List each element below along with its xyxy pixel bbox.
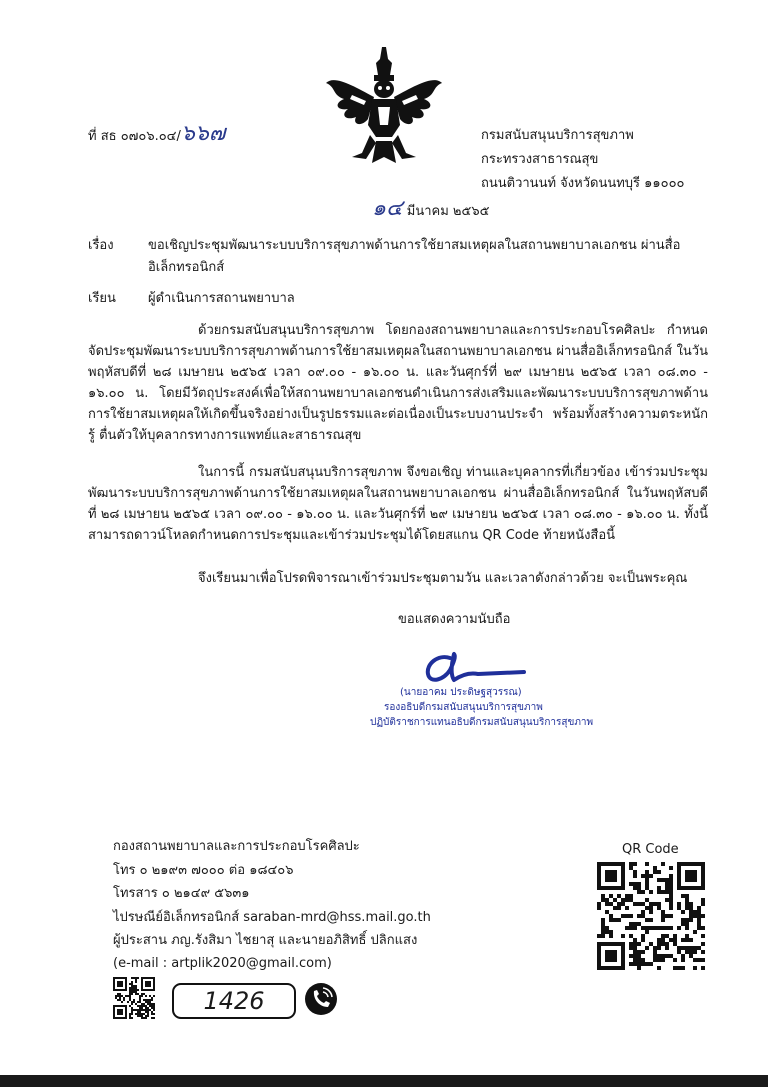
qr-code-icon[interactable]	[597, 862, 705, 970]
document-number	[88, 121, 226, 146]
footer-phone: โทร ๐ ๒๑๙๓ ๗๐๐๐ ต่อ ๑๘๔๐๖	[113, 863, 294, 878]
body-paragraph-1-text: ด้วยกรมสนับสนุนบริการสุขภาพ โดยกองสถานพยาบาลและการประกอบโรคศิลปะ กำหนดจัดประชุมพัฒนาระบบบริการสุขภาพด้านการใช้ยาสมเหตุผลในสถานพยาบาลเอกชน ผ่านสื่ออิเล็กทรอนิกส์ ในวันพฤหัสบดีที่ ๒๘ เมษายน ๒๕๖๕ เวลา ๐๙.๐๐ - ๑๖.๐๐ น. และวันศุกร์ที่ ๒๙ เมษายน ๒๕๖๕ เวลา ๐๘.๓๐ - ๑๖.๐๐ น. โดยมีวัตถุประสงค์เพื่อให้สถานพยาบาลเอกชนดำเนินการส่งเสริมและพัฒนาระบบบริการสุขภาพด้านการใช้ยาสมเหตุผลให้เกิดขึ้นจริงอย่างเป็นรูปธรรมและต่อเนื่องเป็นระบบงานประจำ พร้อมทั้งสร้างความตระหนักรู้ ตื่นตัวให้บุคลากรทางการแพทย์และสาธารณสุข	[88, 323, 709, 443]
date-day-handwritten: ๑๔	[372, 196, 403, 221]
body-paragraph-1	[88, 320, 708, 446]
footer-coordinator-email: (e-mail : artplik2020@gmail.com)	[113, 956, 332, 971]
small-qr-code-icon	[113, 977, 155, 1019]
hotline-badge	[172, 983, 296, 1019]
recipient-value: ผู้ดำเนินการสถานพยาบาล	[148, 291, 295, 306]
footer-fax: โทรสาร ๐ ๒๑๔๙ ๕๖๓๑	[113, 886, 250, 901]
hotline-number: 1426	[203, 987, 265, 1015]
closing-regards: ขอแสดงความนับถือ	[398, 612, 511, 627]
garuda-emblem-icon	[322, 45, 447, 165]
body-paragraph-3	[88, 568, 708, 589]
document-date	[372, 196, 490, 221]
subject-label: เรื่อง	[88, 238, 114, 253]
handwritten-signature-icon	[420, 650, 530, 688]
signer-title-1: รองอธิบดีกรมสนับสนุนบริการสุขภาพ	[384, 702, 543, 713]
body-paragraph-2-text: ในการนี้ กรมสนับสนุนบริการสุขภาพ จึงขอเชิญ ท่านและบุคลากรที่เกี่ยวข้อง เข้าร่วมประชุมพัฒนาระบบบริการสุขภาพด้านการใช้ยาสมเหตุผลในสถานพยาบาลเอกชน ผ่านสื่ออิเล็กทรอนิกส์ ในวันพฤหัสบดีที่ ๒๘ เมษายน ๒๕๖๕ เวลา ๐๙.๐๐ - ๑๖.๐๐ น. และวันศุกร์ที่ ๒๙ เมษายน ๒๕๖๕ เวลา ๐๘.๓๐ - ๑๖.๐๐ น. ทั้งนี้ สามารถดาวน์โหลดกำหนดการประชุมและเข้าร่วมประชุมได้โดยสแกน QR Code ท้ายหนังสือนี้	[88, 465, 708, 543]
footer-division: กองสถานพยาบาลและการประกอบโรคศิลปะ	[113, 839, 360, 854]
signer-name: (นายอาคม ประดิษฐสุวรรณ)	[400, 687, 522, 698]
footer-email: ไปรษณีย์อิเล็กทรอนิกส์ saraban-mrd@hss.mail.go.th	[113, 910, 431, 925]
phone-icon	[303, 981, 339, 1017]
date-month-year: มีนาคม ๒๕๖๕	[406, 204, 490, 219]
document-number-label: ที่ สธ ๐๗๐๖.๐๔/	[88, 129, 181, 144]
body-paragraph-2	[88, 462, 708, 546]
agency-address: ถนนติวานนท์ จังหวัดนนทบุรี ๑๑๐๐๐	[481, 176, 685, 191]
qr-code-label: QR Code	[622, 842, 679, 857]
agency-name: กรมสนับสนุนบริการสุขภาพ	[481, 128, 634, 143]
body-paragraph-3-text: จึงเรียนมาเพื่อโปรดพิจารณาเข้าร่วมประชุมตามวัน และเวลาดังกล่าวด้วย จะเป็นพระคุณ	[198, 571, 688, 586]
subject-line-1: ขอเชิญประชุมพัฒนาระบบบริการสุขภาพด้านการใช้ยาสมเหตุผลในสถานพยาบาลเอกชน ผ่านสื่อ	[148, 238, 681, 253]
subject-line-2: อิเล็กทรอนิกส์	[148, 260, 225, 275]
ministry-name: กระทรวงสาธารณสุข	[481, 152, 599, 167]
document-number-handwritten: ๖๖๗	[180, 121, 226, 146]
signer-title-2: ปฏิบัติราชการแทนอธิบดีกรมสนับสนุนบริการสุขภาพ	[370, 717, 594, 728]
footer-coordinator: ผู้ประสาน ภญ.รังสิมา ไชยาสุ และนายอภิสิทธิ์ ปลิกแสง	[113, 933, 418, 948]
scan-bottom-border	[0, 1075, 768, 1087]
recipient-label: เรียน	[88, 291, 116, 306]
